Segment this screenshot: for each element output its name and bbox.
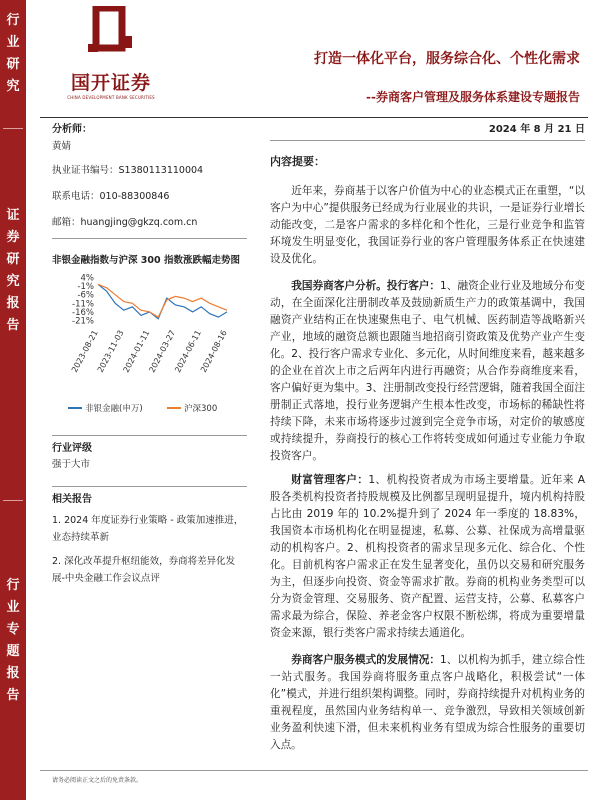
analyst-phone: 联系电话：010-88300846 bbox=[52, 191, 170, 202]
analyst-cert: 执业证书编号：S1380113110004 bbox=[52, 165, 204, 176]
related-report-item[interactable]: 2. 深化改革提升枢纽能效，券商将差异化发展-中央金融工作会议点评 bbox=[52, 556, 236, 584]
related-label: 相关报告 bbox=[52, 494, 92, 505]
index-chart bbox=[52, 270, 247, 415]
legend-label-series-1: 非银金融(申万) bbox=[85, 404, 143, 414]
summary-paragraph-4 bbox=[270, 652, 585, 754]
sidebar-label-industry-topic: 行 业 专 题 报 告 bbox=[6, 578, 20, 703]
x-tick-label: 2024-03-27 bbox=[147, 328, 178, 374]
legend-label-series-2: 沪深300 bbox=[184, 404, 218, 414]
logo-name-en: CHINA DEVELOPMENT BANK SECURITIES bbox=[67, 95, 155, 100]
footer-disclaimer: 请务必阅读正文之后的免责条款。 bbox=[52, 777, 143, 784]
divider bbox=[52, 486, 247, 487]
x-tick-label: 2024-08-16 bbox=[198, 328, 229, 374]
logo-name-cn: 国开证券 bbox=[70, 72, 151, 94]
y-tick-label: 4% bbox=[80, 273, 94, 284]
y-tick-label: -6% bbox=[77, 290, 94, 301]
company-logo bbox=[56, 6, 166, 100]
paragraph-text: 1、机构投资者成为市场主要增量。近年来 A 股各类机构投资者持股规模及比例都呈现明显提升，境内机构持股占比由 2019 年的 10.2%提升到了 2024 年一季度的 18.83%，我国资本市场机构化在明显提速，私募、公募、社保成为高增量驱动的机构客户。2、机构投资者的需求呈现多元化、综合化、个性化。目前机构客户需求正在发生显著变化，虽仍以交易和研究服务为主，但逐步向投资、资金等需求扩散。券商的机构业务类型可以分为资金管理、交易服务、资产配置、运营支持，公募、私募客户需求最为综合，保险、养老金客户权限不断松绑，将成为重要增量资金来源，银行类客户需求持续去通道化。 bbox=[270, 474, 585, 639]
y-tick-label: -1% bbox=[77, 282, 94, 293]
analyst-name: 黄婧 bbox=[52, 141, 72, 152]
sidebar-divider bbox=[3, 500, 23, 501]
x-tick-label: 2024-01-11 bbox=[121, 328, 152, 374]
report-subtitle: --券商客户管理及服务体系建设专题报告 bbox=[366, 90, 580, 104]
x-tick-label: 2024-06-11 bbox=[173, 328, 203, 374]
paragraph-subheading: 投行客户： bbox=[386, 280, 441, 292]
footer-rule bbox=[40, 770, 588, 771]
divider bbox=[52, 435, 247, 436]
report-date: 2024 年 8 月 21 日 bbox=[488, 124, 585, 135]
summary-paragraph-3 bbox=[270, 472, 585, 642]
sidebar-divider bbox=[3, 128, 23, 129]
divider bbox=[52, 238, 247, 239]
header-rule bbox=[40, 117, 588, 118]
sidebar-label-industry-research: 行 业 研 究 bbox=[6, 13, 20, 94]
paragraph-text: 1、以机构为抓手，建立综合性一站式服务。我国券商将服务重点客户战略化，积极尝试“一体化”模式，并进行组织架构调整。同时，券商持续提升对机构业务的重视程度，虽然国内业务结构单一、竞争激烈，导致相关领域创新业务盈利快速下滑，但未来机构业务有望成为综合性服务的重要切入点。 bbox=[270, 654, 586, 751]
right-column bbox=[270, 120, 585, 754]
analyst-label: 分析师： bbox=[52, 124, 92, 135]
analyst-email: 邮箱：huangjing@gkzq.com.cn bbox=[52, 217, 198, 228]
divider bbox=[270, 140, 585, 141]
summary-paragraph-1: 近年来，券商基于以客户价值为中心的业态模式正在重塑，“以客户为中心”提供服务已经成为行业展业的共识，一是证券行业增长动能改变，二是客户需求的多样化和个性化，三是行业竞争和监管环境发生明显变化，我国证券行业的客户管理服务体系正在快速建设及优化。 bbox=[270, 185, 585, 265]
sidebar-label-securities-report: 证 券 研 究 报 告 bbox=[6, 208, 20, 333]
sidebar bbox=[0, 0, 26, 800]
rating-label: 行业评级 bbox=[52, 443, 92, 454]
related-report-item[interactable]: 1. 2024 年度证券行业策略 - 政策加速推进，业态持续革新 bbox=[52, 515, 244, 543]
paragraph-heading: 我国券商客户分析。 bbox=[291, 280, 387, 292]
report-title: 打造一体化平台，服务综合化、个性化需求 bbox=[314, 51, 580, 67]
y-tick-label: -11% bbox=[72, 299, 94, 310]
x-tick-label: 2023-08-21 bbox=[69, 328, 100, 374]
chart-title: 非银金融指数与沪深 300 指数涨跌幅走势图 bbox=[52, 255, 240, 266]
rating-value: 强于大市 bbox=[52, 459, 91, 470]
logo-mark-icon bbox=[78, 6, 138, 66]
left-column bbox=[52, 120, 247, 587]
y-tick-label: -16% bbox=[72, 307, 94, 318]
paragraph-heading: 券商客户服务模式的发展情况： bbox=[291, 654, 441, 666]
x-tick-label: 2023-11-03 bbox=[95, 328, 126, 374]
summary-paragraph-2 bbox=[270, 278, 585, 465]
paragraph-heading: 财富管理客户： bbox=[291, 474, 369, 486]
y-tick-label: -21% bbox=[72, 316, 94, 327]
summary-label: 内容提要： bbox=[270, 155, 325, 168]
paragraph-text: 1、融资企业行业及地域分布变动，在全面深化注册制改革及鼓励新质生产力的政策基调中，我国融资产业结构正在快速聚焦电子、电气机械、医药制造等战略新兴产业，地域的融资总额也跟随当地招商引资政策及优势产业产生变化。2、投行客户需求专业化、多元化，从时间维度来看，越来越多的企业在首次上市之后两年内进行再融资；从合作券商维度来看，客户偏好更为集中。3、注册制改变投行经营逻辑，随着我国全面注册制正式落地，投行业务逻辑产生根本性改变，市场标的稀缺性将持续下降，未来市场将逐步过渡到完全竞争市场，对定价的敏感度或持续提升，券商投行的核心工作将转变成如何通过专业能力争取投资客户。 bbox=[270, 280, 586, 462]
